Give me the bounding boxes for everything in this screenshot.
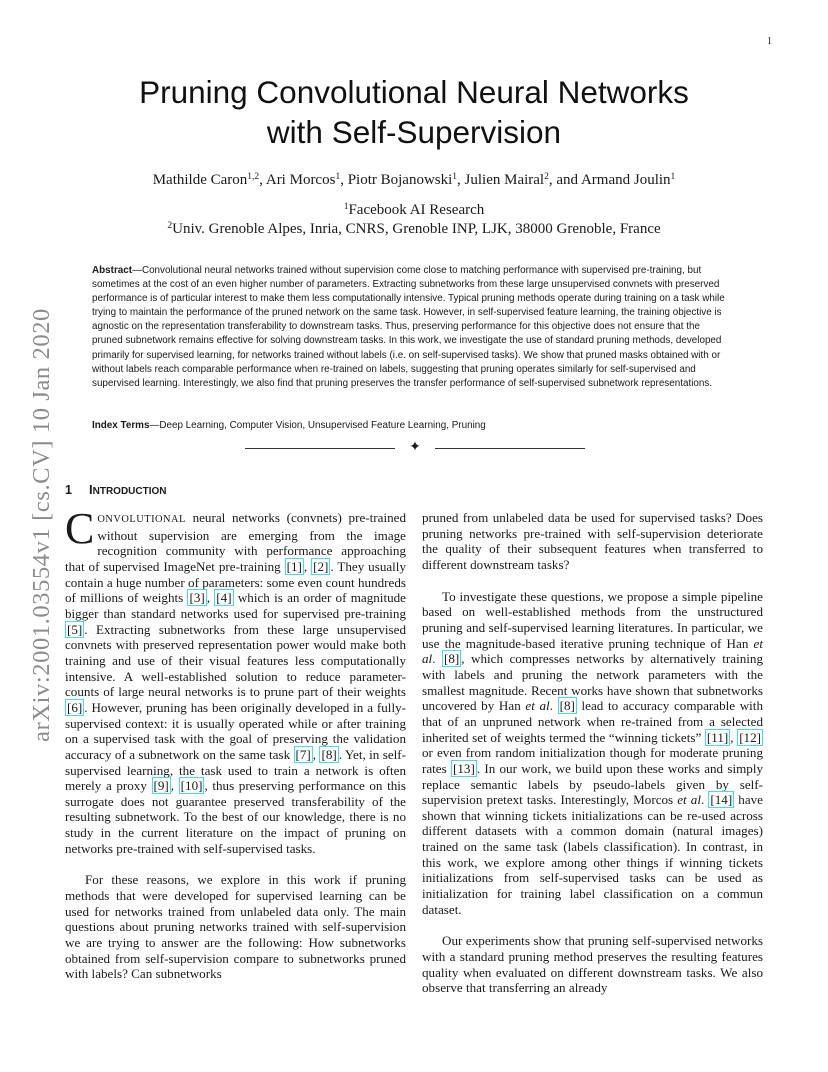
affiliation-text: Univ. Grenoble Alpes, Inria, CNRS, Grenoble INP, LJK, 38000 Grenoble, France — [172, 221, 661, 237]
citation-link[interactable]: [6] — [67, 699, 83, 715]
divider-rule-right — [435, 448, 585, 449]
citation-link[interactable]: [8] — [559, 698, 575, 714]
citation-link[interactable]: [14] — [710, 792, 733, 808]
section-title-initial: I — [89, 482, 93, 497]
affiliation-1 — [60, 202, 768, 219]
author-list — [60, 172, 768, 189]
paragraph — [422, 933, 763, 996]
author-name: Ari Morcos — [265, 172, 336, 188]
divider-rule-left — [245, 448, 395, 449]
body-text: , — [303, 558, 312, 574]
body-text: , which compresses networks by alternatively training with labels and pruning the network parameters with the smallest magnitude. Recent works have shown that subnetworks uncovered by Han — [422, 651, 763, 714]
author-separator: , — [457, 172, 465, 188]
abstract — [92, 264, 732, 391]
body-text: . — [700, 792, 709, 808]
body-text: Our experiments show that pruning self-supervised networks with a standard pruning method preserves the resulting features quality when evaluated on different downstream tasks. We also observe that transferring an already — [422, 933, 763, 996]
author-separator: , and — [548, 172, 581, 188]
arxiv-stamp-text: arXiv:2001.03554v1 [cs.CV] 10 Jan 2020 — [28, 308, 55, 742]
body-text: , — [170, 778, 179, 794]
divider-diamond-icon: ✦ — [409, 440, 421, 455]
citation-link[interactable]: [12] — [739, 729, 762, 745]
body-text: . Yet, in self-supervised learning, the task used to train a network is often merely a proxy — [65, 746, 406, 794]
body-text: neural networks (convnets) pre-trained without supervision are emerging from the image recognition community with performance approaching that of supervised ImageNet pre-training — [65, 510, 406, 574]
body-text: which is an order of magnitude bigger than standard networks used for supervised pre-training — [65, 590, 406, 621]
citation-link[interactable]: [1] — [286, 558, 302, 574]
author-affiliation-marker: 1 — [335, 172, 341, 182]
citation-link[interactable]: [8] — [321, 746, 337, 762]
section-number: 1 — [65, 483, 72, 497]
body-column-left — [65, 504, 406, 982]
section-heading — [65, 482, 425, 497]
paragraph — [65, 504, 406, 856]
author-affiliation-marker: 1 — [452, 172, 458, 182]
citation-link[interactable]: [8] — [443, 651, 460, 667]
small-caps-text: ONVOLUTIONAL — [97, 514, 186, 525]
section-divider — [245, 441, 585, 455]
body-text: . Extracting subnetworks from these large unsupervised convnets with preserved representation power would make both training and use of their visual features less computationally intensive. A well-established solution to reduce parameter-counts of large neural networks is to prune part of their weights — [65, 621, 406, 700]
body-text: . However, pruning has been originally developed in a fully-supervised context: it is usually operated while or after training on a supervised task with the goal of preserving the validation accuracy of a subnetwork on the same task — [65, 699, 406, 762]
page-number: 1 — [767, 36, 772, 47]
body-text: . They usually contain a huge number of parameters: some even count hundreds of millions of weights — [65, 558, 406, 606]
author-name: Mathilde Caron — [152, 172, 248, 188]
citation-link[interactable]: [13] — [452, 760, 475, 776]
body-text: or even from random initialization though for moderate pruning rates — [422, 745, 763, 776]
paragraph — [422, 510, 763, 573]
title-line-2: with Self-Supervision — [266, 114, 562, 150]
abstract-label: Abstract — [92, 265, 133, 276]
affiliation-text: Facebook AI Research — [348, 202, 485, 218]
body-text: . — [549, 698, 558, 714]
body-text: . In our work, we build upon these works and simply replace semantic labels by pseudo-labels given by self-supervision pretext tasks. Interestingly, Morcos — [422, 760, 764, 808]
body-text: To investigate these questions, we propose a simple pipeline based on well-established methods from the unstructured pruning and self-supervised learning literatures. In particular, we use the magnitude-based iterative pruning technique of Han — [422, 588, 763, 651]
body-text: , — [206, 590, 215, 606]
body-text: , — [312, 746, 320, 762]
citation-link[interactable]: [4] — [216, 590, 232, 606]
citation-link[interactable]: [2] — [313, 558, 329, 574]
italic-text: et al — [525, 698, 550, 714]
body-text: , thus preserving performance on this surrogate does not guarantee preserved transferability of the resulting subnetwork. To the best of our knowledge, there is no study in the current literature on the impact of pruning on networks pre-trained with self-supervised tasks. — [65, 778, 406, 856]
citation-link[interactable]: [9] — [153, 778, 169, 794]
index-terms — [92, 419, 732, 433]
body-text: lead to accuracy comparable with that of an unpruned network when re-trained from a selected inherited set of weights termed the “winning tickets” — [422, 698, 763, 745]
affiliation-2 — [60, 221, 768, 238]
author-separator: , — [259, 172, 266, 188]
author-affiliation-marker: 1 — [670, 172, 676, 182]
author-affiliation-marker: 1,2 — [247, 172, 260, 182]
arxiv-stamp — [22, 290, 62, 760]
body-text: pruned from unlabeled data be used for supervised tasks? Does pruning networks pre-trained with self-supervision deteriorate the quality of their subsequent features when transferred to different downstream tasks? — [422, 510, 763, 572]
index-terms-label: Index Terms — [92, 420, 150, 431]
italic-text: et al — [422, 635, 763, 667]
author-name: Piotr Bojanowski — [347, 172, 453, 188]
paragraph — [422, 589, 763, 918]
author-name: Armand Joulin — [580, 172, 671, 188]
body-column-right — [422, 510, 763, 996]
body-text: , — [730, 729, 738, 745]
author-affiliation-marker: 2 — [544, 172, 549, 182]
title-line-1: Pruning Convolutional Neural Networks — [139, 74, 689, 110]
italic-text: et al — [677, 792, 701, 808]
affiliation-marker: 1 — [343, 202, 349, 212]
citation-link[interactable]: [11] — [706, 729, 729, 745]
affiliation-marker: 2 — [167, 221, 173, 231]
abstract-text: —Convolutional neural networks trained without supervision come close to matching performance with supervised pre-training, but sometimes at the cost of an even higher number of parameters. Extracting subnetworks from these large unsupervised convnets with preserved performance is of particular interest to make them less computationally intensive. Typical pruning methods operate during training on a task while trying to maintain the performance of the pruned network on the same task. However, in self-supervised feature learning, the training objective is agnostic on the representation transferability to downstream tasks. Thus, preserving performance for this objective does not ensure that the pruned subnetwork remains effective for solving downstream tasks. In this work, we investigate the use of standard pruning methods, developed primarily for supervised learning, for networks trained without labels (i.e. on self-supervised tasks). We show that pruned masks obtained with or without labels reach comparable performance when re-trained on labels, suggesting that pruning operates similarly for self-supervised and supervised learning. Interestingly, we also find that pruning preserves the transfer performance of self-supervised subnetwork representations. — [92, 265, 725, 389]
author-name: Julien Mairal — [464, 172, 545, 188]
body-text: For these reasons, we explore in this work if pruning methods that were developed for supervised learning can be used for networks trained from unlabeled data only. The main questions about pruning networks trained with self-supervision we are trying to answer are the following: How subnetworks obtained from self-supervision compare to subnetworks pruned with labels? Can subnetworks — [65, 872, 406, 982]
paper-title — [60, 72, 768, 152]
drop-cap: C — [65, 504, 95, 553]
citation-link[interactable]: [7] — [295, 746, 311, 762]
citation-link[interactable]: [3] — [189, 590, 205, 606]
index-terms-text: —Deep Learning, Computer Vision, Unsupervised Feature Learning, Pruning — [149, 420, 486, 431]
body-text: . — [432, 651, 442, 667]
author-separator: , — [340, 172, 348, 188]
citation-link[interactable]: [10] — [180, 778, 203, 794]
paragraph — [65, 872, 406, 982]
citation-link[interactable]: [5] — [67, 621, 83, 637]
body-text: have shown that winning tickets initializations can be re-used across different datasets with a common domain (natural images) trained on the same task (labels classification). In contrast, in this work, we explore among other things if winning tickets initializations from self-supervised tasks can be used as initialization for training label classification on a commun dataset. — [422, 792, 763, 917]
section-title-rest: NTRODUCTION — [92, 486, 167, 497]
